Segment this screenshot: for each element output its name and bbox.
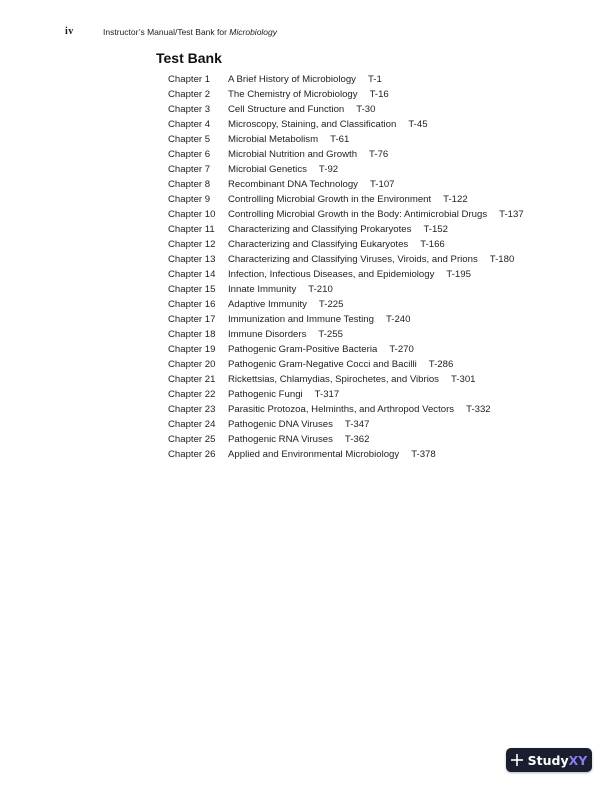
chapter-label: Chapter 24 (168, 419, 216, 430)
toc-entry (168, 207, 524, 222)
plus-icon (511, 754, 523, 766)
chapter-title: Microscopy, Staining, and Classification (228, 119, 397, 130)
chapter-page-number: T-1 (367, 74, 382, 85)
chapter-title: Parasitic Protozoa, Helminths, and Arthropod Vectors (228, 404, 455, 415)
chapter-title: Innate Immunity (228, 284, 297, 295)
chapter-page-number: T-137 (499, 209, 524, 220)
chapter-label: Chapter 3 (168, 104, 211, 115)
chapter-label: Chapter 18 (168, 329, 216, 340)
toc-entry (168, 372, 524, 387)
chapter-page-number: T-301 (450, 374, 476, 385)
table-of-contents (168, 72, 524, 462)
chapter-page-number: T-107 (369, 179, 395, 190)
chapter-page-number: T-270 (389, 344, 414, 355)
chapter-page-number: T-332 (466, 404, 491, 415)
toc-entry (168, 252, 524, 267)
chapter-page-number: T-225 (318, 299, 344, 310)
section-title: Test Bank (156, 50, 222, 66)
chapter-page-number: T-195 (446, 269, 471, 280)
chapter-label: Chapter 19 (168, 344, 216, 355)
chapter-title: Cell Structure and Function (228, 104, 345, 115)
toc-entry (168, 327, 524, 342)
chapter-label: Chapter 4 (168, 119, 211, 130)
chapter-page-number: T-16 (369, 89, 389, 100)
toc-entry (168, 72, 524, 87)
chapter-title: Recombinant DNA Technology (228, 179, 358, 190)
chapter-title: Immune Disorders (228, 329, 307, 340)
chapter-page-number: T-30 (356, 104, 376, 115)
chapter-label: Chapter 6 (168, 149, 211, 160)
toc-entry (168, 342, 524, 357)
chapter-title: Pathogenic RNA Viruses (228, 434, 333, 445)
toc-entry (168, 432, 524, 447)
toc-entry (168, 147, 524, 162)
chapter-label: Chapter 10 (168, 209, 216, 220)
chapter-label: Chapter 23 (168, 404, 216, 415)
toc-entry (168, 117, 524, 132)
toc-entry (168, 177, 524, 192)
chapter-label: Chapter 5 (168, 134, 211, 145)
watermark-brand-accent: XY (568, 752, 588, 768)
chapter-title: Pathogenic Fungi (228, 389, 303, 400)
chapter-page-number: T-166 (420, 239, 445, 250)
chapter-title: Characterizing and Classifying Viruses, Viroids, and Prions (228, 254, 478, 265)
chapter-label: Chapter 2 (168, 89, 211, 100)
chapter-label: Chapter 9 (168, 194, 211, 205)
chapter-title: Pathogenic DNA Viruses (228, 419, 333, 430)
chapter-page-number: T-152 (423, 224, 448, 235)
chapter-title: Adaptive Immunity (228, 299, 307, 310)
chapter-label: Chapter 25 (168, 434, 216, 445)
chapter-title: Immunization and Immune Testing (228, 314, 374, 325)
chapter-title: Microbial Metabolism (228, 134, 319, 145)
toc-entry (168, 132, 524, 147)
chapter-page-number: T-378 (411, 449, 436, 460)
running-head-prefix: Instructor’s Manual/Test Bank for (103, 27, 230, 37)
toc-entry (168, 237, 524, 252)
toc-entry (168, 222, 524, 237)
chapter-title: Rickettsias, Chlamydias, Spirochetes, and Vibrios (228, 374, 439, 385)
chapter-page-number: T-61 (330, 134, 350, 145)
toc-entry (168, 417, 524, 432)
toc-entry (168, 267, 524, 282)
chapter-page-number: T-317 (314, 389, 340, 400)
chapter-page-number: T-362 (344, 434, 370, 445)
toc-entry (168, 282, 524, 297)
toc-entry (168, 357, 524, 372)
chapter-title: Microbial Nutrition and Growth (228, 149, 358, 160)
chapter-page-number: T-286 (428, 359, 454, 370)
chapter-label: Chapter 11 (168, 224, 215, 235)
running-head (103, 27, 277, 37)
chapter-page-number: T-255 (318, 329, 343, 340)
chapter-label: Chapter 22 (168, 389, 216, 400)
chapter-label: Chapter 14 (168, 269, 216, 280)
toc-entry (168, 402, 524, 417)
chapter-title: Applied and Environmental Microbiology (228, 449, 400, 460)
chapter-label: Chapter 16 (168, 299, 216, 310)
chapter-title: Characterizing and Classifying Prokaryotes (228, 224, 412, 235)
toc-entry (168, 312, 524, 327)
chapter-page-number: T-347 (344, 419, 370, 430)
chapter-label: Chapter 15 (168, 284, 216, 295)
chapter-title: Pathogenic Gram-Negative Cocci and Bacilli (228, 359, 417, 370)
chapter-title: Pathogenic Gram-Positive Bacteria (228, 344, 378, 355)
chapter-page-number: T-76 (369, 149, 389, 160)
chapter-label: Chapter 17 (168, 314, 216, 325)
chapter-title: Controlling Microbial Growth in the Environment (228, 194, 432, 205)
running-head-book-title: Microbiology (229, 27, 278, 37)
chapter-title: Infection, Infectious Diseases, and Epidemiology (228, 269, 435, 280)
chapter-label: Chapter 1 (168, 74, 211, 85)
chapter-title: Microbial Genetics (228, 164, 307, 175)
toc-entry (168, 102, 524, 117)
toc-entry (168, 387, 524, 402)
chapter-title: Characterizing and Classifying Eukaryotes (228, 239, 409, 250)
chapter-page-number: T-92 (318, 164, 339, 175)
chapter-label: Chapter 26 (168, 449, 216, 460)
chapter-label: Chapter 12 (168, 239, 216, 250)
chapter-title: The Chemistry of Microbiology (228, 89, 358, 100)
chapter-label: Chapter 13 (168, 254, 216, 265)
studyxy-watermark (506, 748, 592, 772)
chapter-page-number: T-122 (443, 194, 468, 205)
toc-entry (168, 87, 524, 102)
chapter-label: Chapter 8 (168, 179, 211, 190)
chapter-title: Controlling Microbial Growth in the Body: Antimicrobial Drugs (228, 209, 488, 220)
chapter-page-number: T-210 (308, 284, 333, 295)
chapter-page-number: T-45 (408, 119, 428, 130)
chapter-page-number: T-240 (385, 314, 411, 325)
watermark-text (528, 753, 588, 768)
page-number: iv (65, 26, 74, 37)
chapter-title: A Brief History of Microbiology (228, 74, 356, 85)
toc-entry (168, 162, 524, 177)
chapter-label: Chapter 20 (168, 359, 216, 370)
chapter-label: Chapter 7 (168, 164, 211, 175)
watermark-brand-main: Study (527, 752, 569, 768)
chapter-label: Chapter 21 (168, 374, 216, 385)
toc-entry (168, 447, 524, 462)
toc-entry (168, 192, 524, 207)
toc-entry (168, 297, 524, 312)
chapter-page-number: T-180 (489, 254, 515, 265)
